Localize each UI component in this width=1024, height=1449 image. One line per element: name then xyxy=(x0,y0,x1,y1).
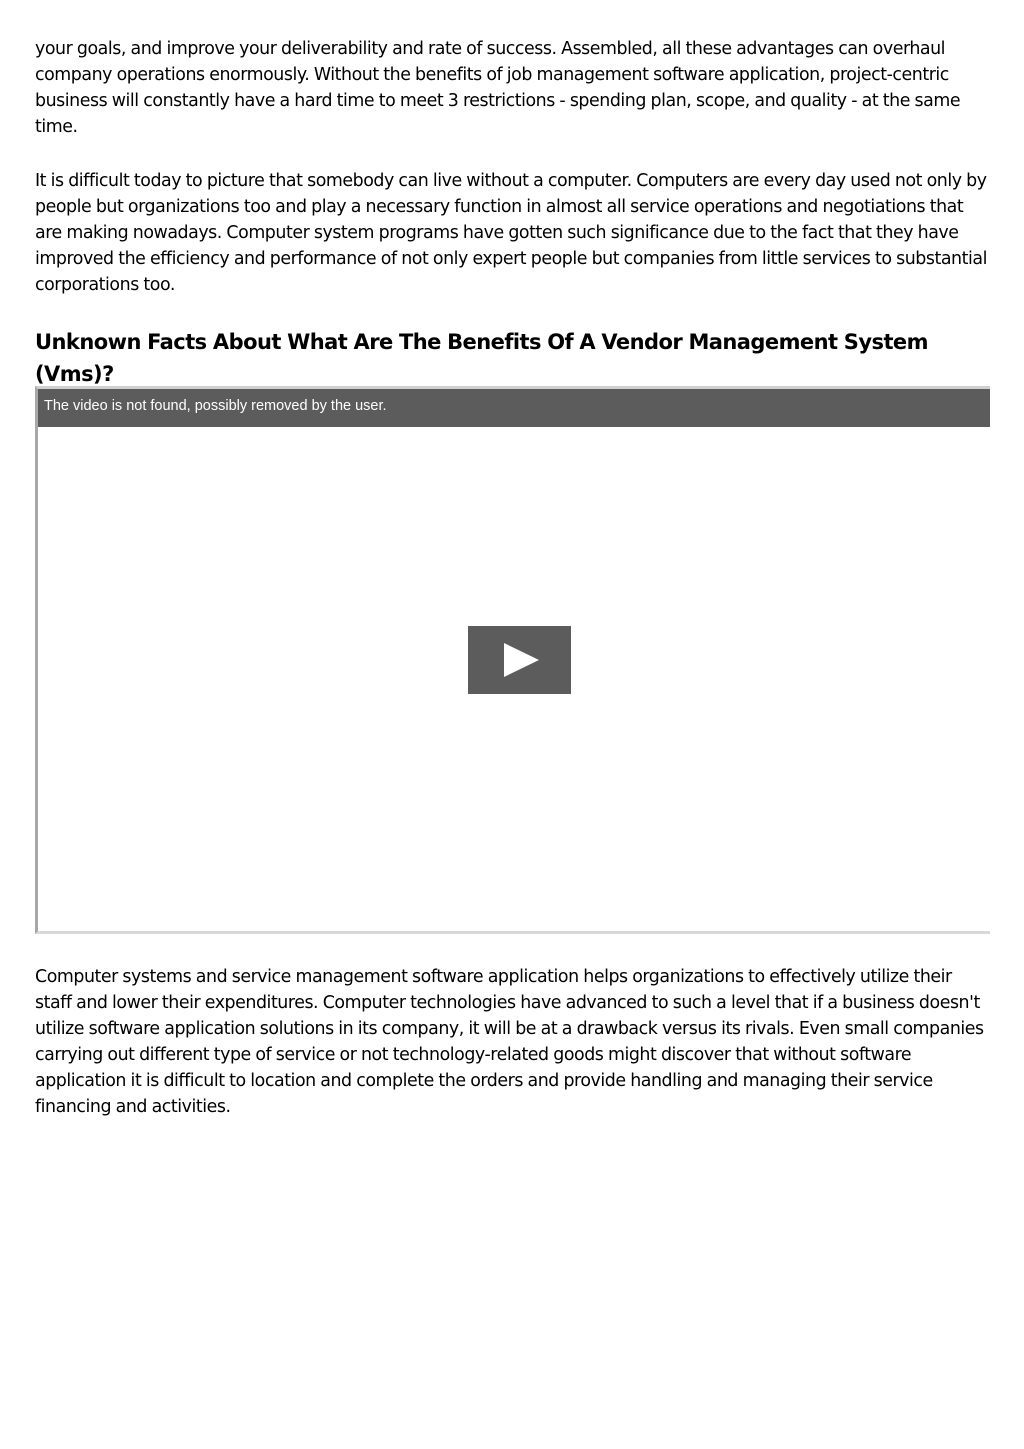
video-error-bar xyxy=(38,389,990,427)
play-icon xyxy=(468,626,571,694)
video-embed[interactable] xyxy=(35,386,990,934)
section-heading: Unknown Facts About What Are The Benefits Of A Vendor Management System (Vms)? xyxy=(35,330,928,386)
paragraph-computers: It is difficult today to picture that somebody can live without a computer. Computers are every day used not only by people but organizations too and play a necessary function in almost all service operations and negotiations that are making nowadays. Computer system programs have gotten such significance due to the fact that they have improved the efficiency and performance of not only expert people but companies from little services to substantial corporations too. xyxy=(35,171,987,295)
play-button[interactable] xyxy=(468,626,571,694)
video-error-message: The video is not found, possibly removed by the user. xyxy=(44,398,387,414)
paragraph-management-software: Computer systems and service management software application helps organizations to effectively utilize their staff and lower their expenditures. Computer technologies have advanced to such a level that if a business doesn't utilize software application solutions in its company, it will be at a drawback versus its rivals. Even small companies carrying out different type of service or not technology-related goods might discover that without software application it is difficult to location and complete the orders and provide handling and managing their service financing and activities. xyxy=(35,967,984,1117)
paragraph-goals: your goals, and improve your deliverability and rate of success. Assembled, all these advantages can overhaul company operations enormously. Without the benefits of job management software application, project-centric business will constantly have a hard time to meet 3 restrictions - spending plan, scope, and quality - at the same time. xyxy=(35,39,961,137)
